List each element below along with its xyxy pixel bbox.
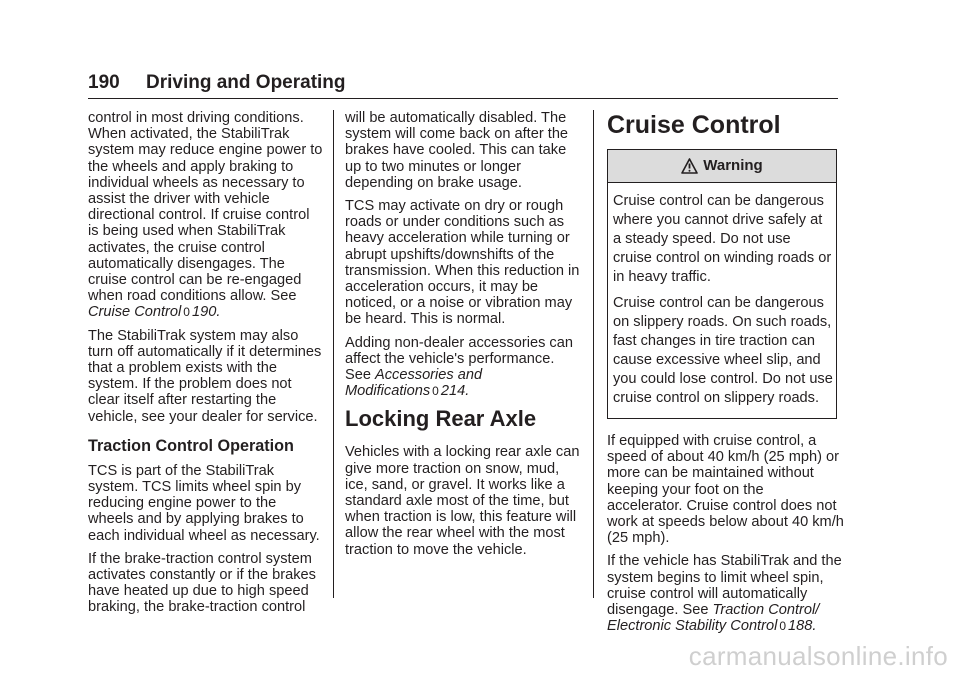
page-number: 190 <box>88 72 120 93</box>
cross-reference-link[interactable]: Modifications 0 214. <box>345 383 470 400</box>
paragraph <box>345 198 585 328</box>
text-line: have heated up due to high speed <box>88 583 309 600</box>
text-line: reducing engine power to the <box>88 495 277 512</box>
text-line: vehicle, see your dealer for service. <box>88 408 318 425</box>
section-heading: Locking Rear Axle <box>345 406 537 432</box>
text-line: roads or under conditions such as <box>345 214 565 231</box>
text-line: clear itself after restarting the <box>88 392 277 409</box>
paragraph <box>88 110 328 321</box>
text-line: activates, the cruise control <box>88 239 265 256</box>
reference-arrow-icon: 0 <box>432 384 439 399</box>
warning-triangle-icon <box>681 158 698 174</box>
subsection-heading: Traction Control Operation <box>88 436 294 455</box>
paragraph <box>345 444 585 557</box>
text-line: the wheels and apply braking to <box>88 158 294 175</box>
text-line: When activated, the StabiliTrak <box>88 126 290 143</box>
cross-reference-link[interactable]: Cruise Control 0 190. <box>88 304 221 321</box>
text-line: Adding non-dealer accessories can <box>345 334 573 351</box>
text-line: work at speeds below about 40 km/h <box>607 514 844 531</box>
paragraph <box>613 192 831 287</box>
cross-reference-link[interactable]: Electronic Stability Control 0 188. <box>607 618 817 635</box>
text-line: keeping your foot on the <box>607 481 764 498</box>
cross-reference-link[interactable]: Accessories and <box>375 367 483 384</box>
text-line: directional control. If cruise control <box>88 207 310 224</box>
text-line: noticed, or a noise or vibration may <box>345 295 573 312</box>
text-line: system begins to limit wheel spin, <box>607 569 824 586</box>
text-line: system. TCS limits wheel spin by <box>88 479 302 496</box>
text-line: cause excessive wheel slip, and <box>613 352 821 368</box>
paragraph: Adding non-dealer accessories can affect the vehicle's performance. See Accessories and Modifications 0 214. <box>345 335 585 400</box>
text-line: brakes have cooled. This can take <box>345 142 567 159</box>
text-line: (25 mph). <box>607 530 670 547</box>
column-2 <box>345 110 585 565</box>
watermark: carmanualsonline.info <box>688 641 948 671</box>
text-line: assist the driver with vehicle <box>88 191 270 208</box>
text-line: turn off automatically if it determines <box>88 343 322 360</box>
text-line: The StabiliTrak system may also <box>88 327 299 344</box>
paragraph <box>607 553 842 634</box>
warning-box <box>607 149 837 419</box>
text-line: allow the rear wheel with the most <box>345 525 565 542</box>
text-line: system. If the problem does not <box>88 376 292 393</box>
text-line: will be automatically disabled. The <box>345 110 567 126</box>
text-line: when road conditions allow. See <box>88 288 297 305</box>
paragraph <box>607 433 842 546</box>
text-line: cruise control will automatically <box>607 585 808 602</box>
text-line: affect the vehicle's performance. <box>345 350 555 367</box>
text-line: TCS is part of the StabiliTrak <box>88 462 274 479</box>
text-line: accelerator. Cruise control does not <box>607 497 837 514</box>
text-line: when traction is low, this feature will <box>345 509 577 526</box>
text-line: If equipped with cruise control, a <box>607 433 817 449</box>
text-line: system will come back on after the <box>345 126 569 143</box>
paragraph <box>88 328 328 425</box>
chapter-heading: Cruise Control <box>607 111 781 139</box>
text-line: ice, sand, or gravel. It works like a <box>345 476 565 493</box>
text-line: you could lose control. Do not use <box>613 371 833 387</box>
text-line: give more traction on snow, mud, <box>345 460 560 477</box>
text-line: Vehicles with a locking rear axle can <box>345 444 580 461</box>
text-line: abrupt upshifts/downshifts of the <box>345 246 555 263</box>
text-line: Cruise control can be dangerous <box>613 295 824 311</box>
text-line: wheels and by applying brakes to <box>88 511 304 528</box>
text-line: heavy acceleration while turning or <box>345 230 570 247</box>
text-line: automatically disengages. The <box>88 255 285 272</box>
text-line: TCS may activate on dry or rough <box>345 198 564 215</box>
paragraph <box>88 551 328 616</box>
text-line: disengage. See Traction Control/ <box>607 602 820 619</box>
text-line: cruise control on slippery roads. <box>613 390 820 406</box>
text-line: is being used when StabiliTrak <box>88 223 286 240</box>
text-line: where you cannot drive safely at <box>613 212 823 228</box>
text-line: activates constantly or if the brakes <box>88 567 316 584</box>
warning-header <box>608 150 836 183</box>
text-line: speed of about 40 km/h (25 mph) or <box>607 449 840 466</box>
text-line: cruise control can be re-engaged <box>88 272 302 289</box>
text-line: system may reduce engine power to <box>88 142 323 159</box>
text-line: transmission. When this reduction in <box>345 262 580 279</box>
column-divider <box>593 110 594 598</box>
text-line: Cruise control can be dangerous <box>613 193 824 209</box>
reference-arrow-icon: 0 <box>779 619 787 634</box>
text-line: more can be maintained without <box>607 465 814 482</box>
text-line: a steady speed. Do not use <box>613 231 791 247</box>
text-line: depending on brake usage. <box>345 174 522 191</box>
text-line: up to two minutes or longer <box>345 158 522 175</box>
text-line: standard axle most of the time, but <box>345 493 569 510</box>
column-divider <box>333 110 334 598</box>
text-line: in heavy traffic. <box>613 269 711 285</box>
page-header <box>88 70 838 99</box>
paragraph <box>88 463 328 544</box>
text-line: that a problem exists with the <box>88 360 277 377</box>
column-3 <box>607 110 842 641</box>
column-1 <box>88 110 328 623</box>
cross-reference-link[interactable]: Traction Control/ <box>712 602 820 619</box>
paragraph <box>613 294 831 408</box>
reference-arrow-icon: 0 <box>183 305 190 320</box>
warning-title: Warning <box>703 156 763 174</box>
text-line: control in most driving conditions. <box>88 110 304 126</box>
text-line: on slippery roads. On such roads, <box>613 314 832 330</box>
paragraph <box>345 110 585 191</box>
text-line: fast changes in tire traction can <box>613 333 815 349</box>
text-line: individual wheels as necessary to <box>88 174 305 191</box>
text-line: If the brake-traction control system <box>88 550 312 567</box>
text-line: If the vehicle has StabiliTrak and the <box>607 553 842 570</box>
text-line: each individual wheel as necessary. <box>88 527 320 544</box>
section-title: Driving and Operating <box>146 72 346 93</box>
text-line: traction to move the vehicle. <box>345 541 527 558</box>
text-line: acceleration occurs, it may be <box>345 279 539 296</box>
text-line: be heard. This is normal. <box>345 311 506 328</box>
text-line: braking, the brake-traction control <box>88 599 306 616</box>
text-line: cruise control on winding roads or <box>613 250 832 266</box>
warning-body <box>608 183 836 418</box>
